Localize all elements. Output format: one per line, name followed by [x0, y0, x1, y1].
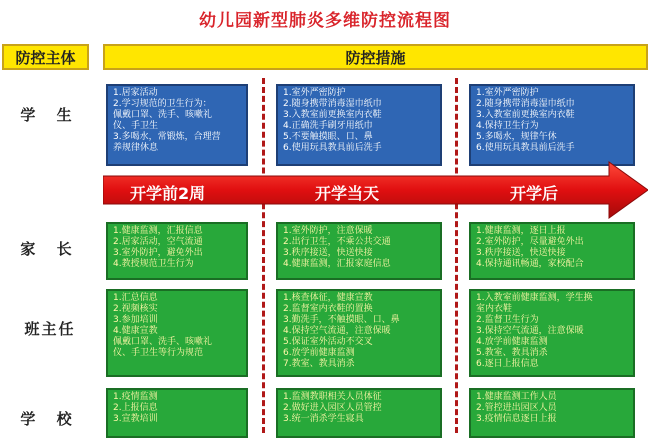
row-label-student: 学 生 [20, 106, 80, 124]
phase-label-before: 开学前2周 [130, 184, 206, 203]
phase-divider [455, 78, 458, 433]
page-title: 幼儿园新型肺炎多维防控流程图 [199, 11, 451, 31]
parent-cell-after: 1.健康监测，逐日上报 2.室外防护，尽量避免外出 3.秩序接送，快送快接 4.保持通讯畅通，家校配合 [469, 222, 635, 280]
header-subject: 防控主体 [2, 44, 89, 70]
student-cell-opening-day: 1.室外严密防护 2.随身携带消毒湿巾纸巾 3.入教室前更换室内衣鞋 4.正确洗手刷牙用纸巾 5.不要触摸眼、口、鼻 6.使用玩具教具前后洗手 [276, 84, 442, 166]
header-measures: 防控措施 [103, 44, 648, 70]
row-label-teacher: 班主任 [24, 320, 76, 338]
student-cell-after: 1.室外严密防护 2.随身携带消毒湿巾纸巾 3.入教室前更换室内衣鞋 4.保持卫生行为 5.多喝水，规律午休 6.使用玩具教具前后洗手 [469, 84, 635, 166]
parent-cell-before: 1.健康监测，汇报信息 2.居家活动，空气流通 3.室外防护，避免外出 4.教授规范卫生行为 [106, 222, 248, 280]
row-label-parent: 家 长 [20, 240, 80, 258]
teacher-cell-opening-day: 1.核查体征，健康宣教 2.监督室内衣鞋的置换 3.勤洗手，不触摸眼、口、鼻 4.保持空气流通，注意保暖 5.保证室外活动不交叉 6.放学前健康监测 7.教室、教具消杀 [276, 289, 442, 377]
student-cell-before: 1.居家活动 2.学习规范的卫生行为： 佩戴口罩、洗手、咳嗽礼 仪、手卫生 3.多喝水，常锻炼，合理营 养规律休息 [106, 84, 248, 166]
school-cell-after: 1.健康监测工作人员 2.管控进出园区人员 3.疫情信息逐日上报 [469, 388, 635, 438]
row-label-school: 学 校 [20, 410, 80, 428]
phase-label-opening-day: 开学当天 [315, 184, 380, 203]
school-cell-opening-day: 1.监测教职相关人员体征 2.做好进入园区人员管控 3.统一消杀学生寝具 [276, 388, 442, 438]
parent-cell-opening-day: 1.室外防护，注意保暖 2.出行卫生，不乘公共交通 3.秩序接送，快送快接 4.健康监测，汇报家庭信息 [276, 222, 442, 280]
teacher-cell-before: 1.汇总信息 2.视频核实 3.参加培训 4.健康宣教 佩戴口罩、洗手、咳嗽礼 仪、手卫生等行为规范 [106, 289, 248, 377]
phase-label-after: 开学后 [510, 184, 559, 203]
phase-divider [262, 78, 265, 433]
school-cell-before: 1.疫情监测 2.上报信息 3.宣教培训 [106, 388, 248, 438]
teacher-cell-after: 1.入教室前健康监测，学生换 室内衣鞋 2.监督卫生行为 3.保持空气流通，注意保暖 4.放学前健康监测 5.教室、教具消杀 6.逐日上报信息 [469, 289, 635, 377]
